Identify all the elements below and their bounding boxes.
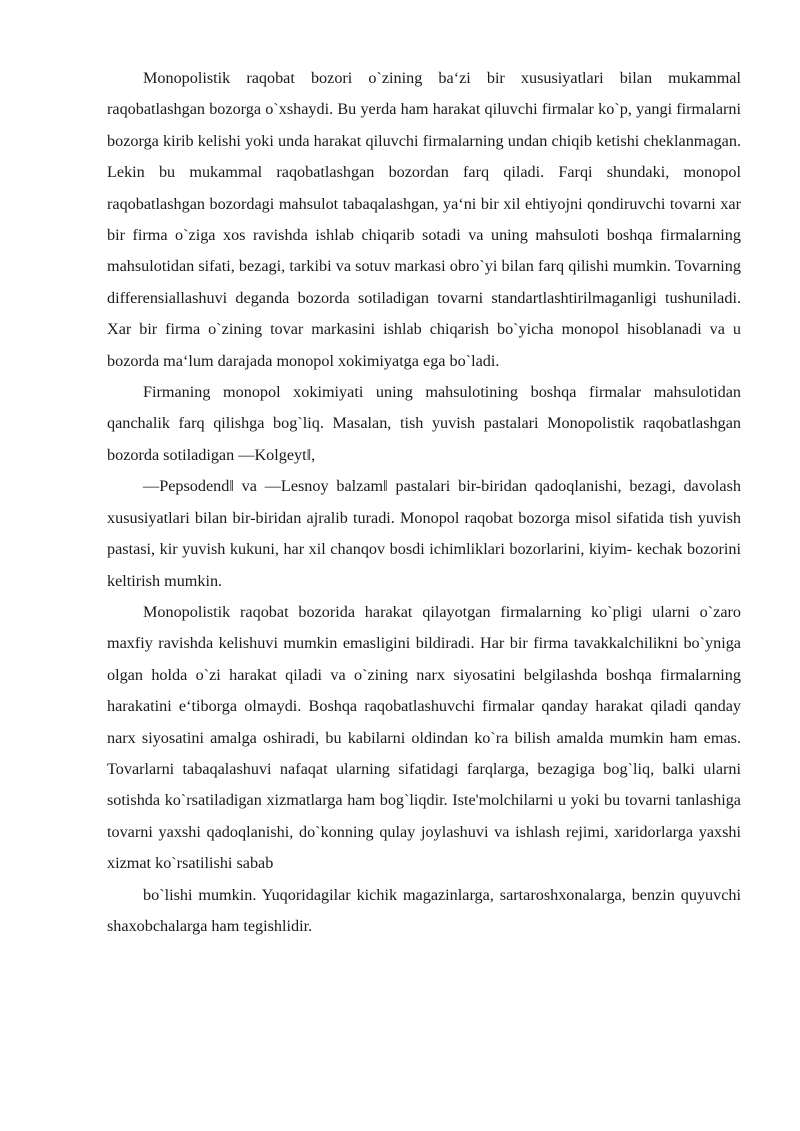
document-page [107,63,741,942]
paragraph-3: ―Pepsodend‖ va ―Lesnoy balzam‖ pastalari bir-biridan qadoqlanishi, bezagi, davolash xususiyatlari bilan bir-biridan ajralib turadi. Monopol raqobat bozorga misol sifatida tish yuvish pastasi, kir yuvish kukuni, har xil chanqov bosdi ichimliklari bozorlarini, kiyim- kechak bozorini keltirish mumkin. [107,477,741,590]
paragraph-1: Monopolistik raqobat bozori o`zining baʻzi bir xususiyatlari bilan mukammal raqobatlashgan bozorga o`xshaydi. Bu yerda ham harakat qiluvchi firmalar ko`p, yangi firmalarni bozorga kirib kelishi yoki unda harakat qiluvchi firmalarning undan chiqib ketishi cheklanmagan. Lekin bu mukammal raqobatlashgan bozordan farq qiladi. Farqi shundaki, monopol raqobatlashgan bozordagi mahsulot tabaqalashgan, yaʻni bir xil ehtiyojni qondiruvchi tovarni xar bir firma o`ziga xos ravishda ishlab chiqarib sotadi va uning mahsuloti boshqa firmalarning mahsulotidan sifati, bezagi, tarkibi va sotuv markasi obro`yi bilan farq qilishi mumkin. Tovarning differensiallashuvi deganda bozorda sotiladigan tovarni standartlashtirilmaganligi tushuniladi. Xar bir firma o`zining tovar markasini ishlab chiqarish bo`yicha monopol hisoblanadi va u bozorda maʻlum darajada monopol xokimiyatga ega bo`ladi. [107,69,741,370]
paragraph-4: Monopolistik raqobat bozorida harakat qilayotgan firmalarning ko`pligi ularni o`zaro maxfiy ravishda kelishuvi mumkin emasligini bildiradi. Har bir firma tavakkalchilikni bo`yniga olgan holda o`zi harakat qiladi va o`zining narx siyosatini belgilashda boshqa firmalarning harakatini eʻtiborga olmaydi. Boshqa raqobatlashuvchi firmalar qanday harakat qiladi qanday narx siyosatini amalga oshiradi, bu kabilarni oldindan ko`ra bilish amalda mumkin ham emas. Tovarlarni tabaqalashuvi nafaqat ularning sifatidagi farqlarga, bezagiga bog`liq, balki ularni sotishda ko`rsatiladigan xizmatlarga ham bog`liqdir. Iste'molchilarni u yoki bu tovarni tanlashiga tovarni yaxshi qadoqlanishi, do`konning qulay joylashuvi va ishlash rejimi, xaridorlarga yaxshi xizmat ko`rsatilishi sabab [107,602,741,873]
paragraph-2: Firmaning monopol xokimiyati uning mahsulotining boshqa firmalar mahsulotidan qanchalik farq qilishga bog`liq. Masalan, tish yuvish pastalari Monopolistik raqobatlashgan bozorda sotiladigan ―Kolgeyt‖, [107,383,741,464]
paragraph-5: bo`lishi mumkin. Yuqoridagilar kichik magazinlarga, sartaroshxonalarga, benzin quyuvchi shaxobchalarga ham tegishlidir. [107,885,741,935]
